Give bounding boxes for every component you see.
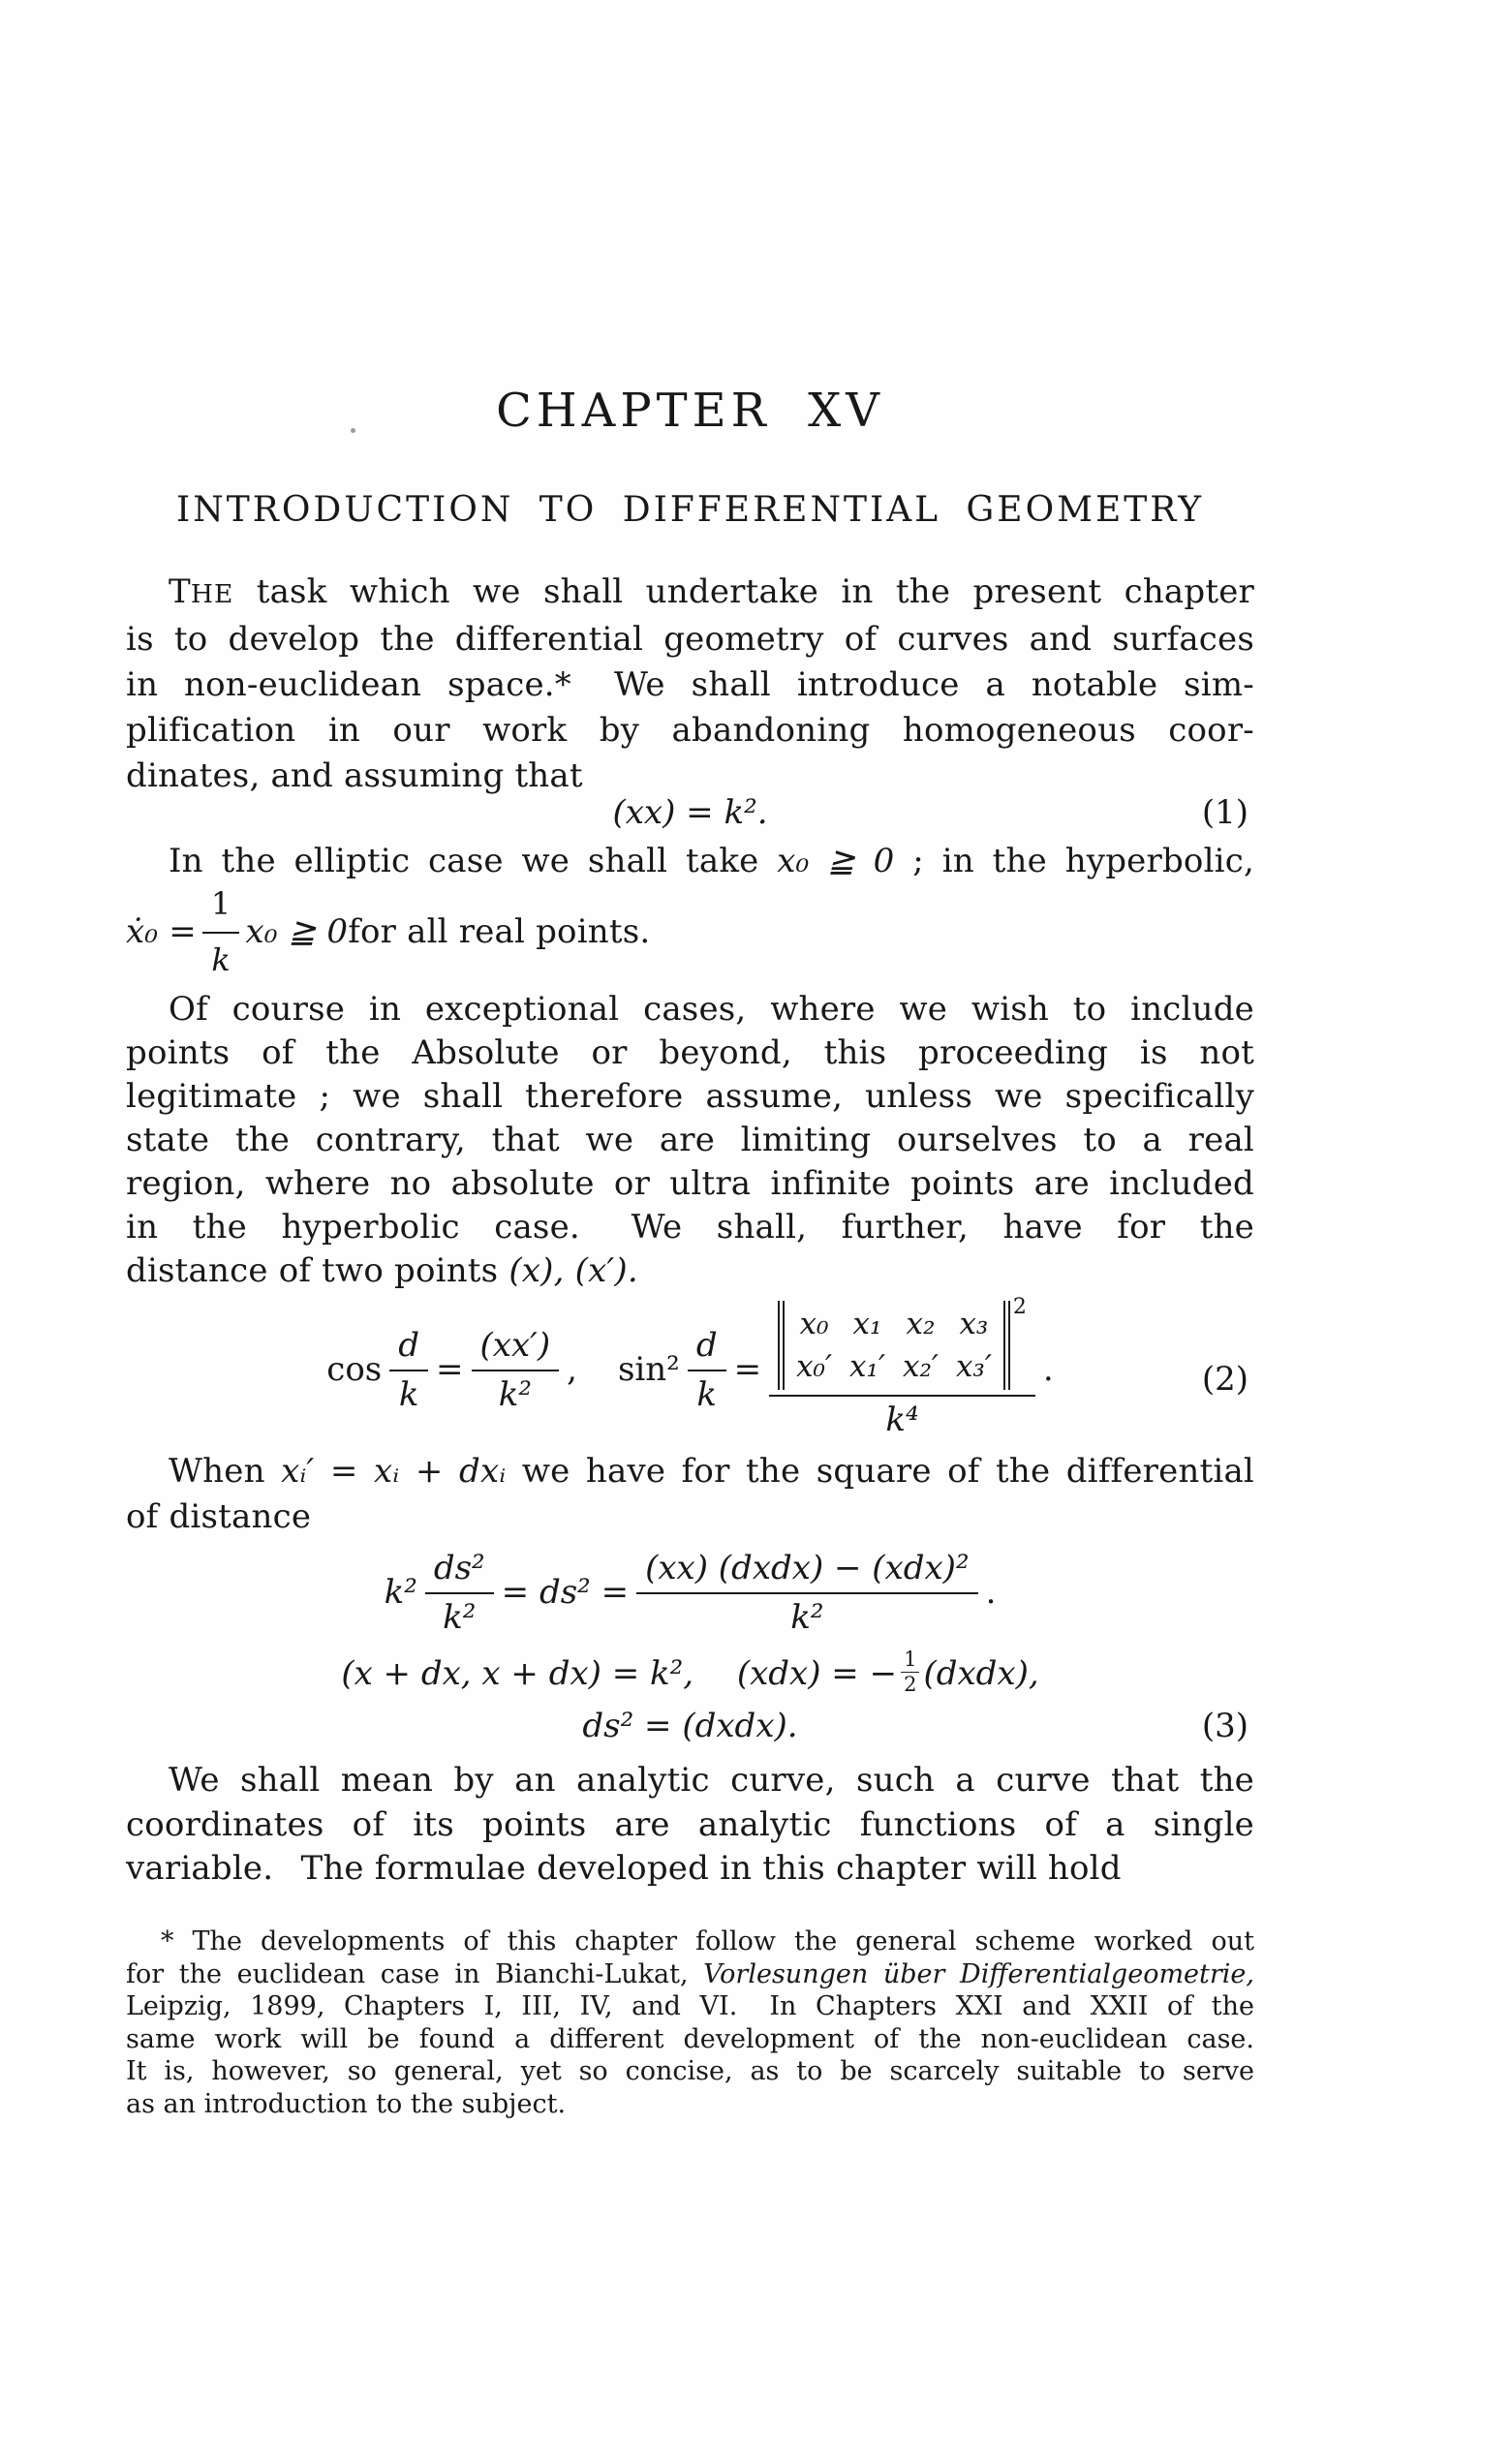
equation-row (385, 1548, 997, 1637)
footnote-line-3: Leipzig, 1899, Chapters I, III, IV, and VI. In Chapters XXI and XXII of the (126, 1991, 1254, 2021)
paragraph-intro-line-3: in non-euclidean space.* We shall introduce a notable sim- (126, 665, 1254, 704)
fraction-denominator: k² (443, 1598, 477, 1637)
paragraph-ofcourse-line-5: region, where no absolute or ultra infinite points are included (126, 1164, 1254, 1203)
footnote-line-6: as an introduction to the subject. (126, 2088, 567, 2119)
one-half-fraction (901, 1649, 919, 1695)
lead-capital: T (169, 572, 191, 611)
paragraph-when-line-1 (126, 1449, 1254, 1494)
equation-text: (dxdx), (923, 1654, 1039, 1693)
matrix-cell: x₃′ (955, 1349, 992, 1384)
matrix-cell: x₁′ (849, 1349, 885, 1384)
paragraph-ofcourse-line-6: in the hyperbolic case. We shall, further, have for the (126, 1208, 1254, 1247)
line-text: for the euclidean case in Bianchi-Lukat, (126, 1958, 704, 1989)
fraction-numerator: d (688, 1325, 726, 1371)
footnote-line-2 (126, 1958, 1254, 1991)
period: . (985, 1573, 997, 1612)
fraction-d-over-k-2 (688, 1325, 726, 1414)
equation-1 (126, 786, 1254, 839)
paragraph-intro-line-5: dinates, and assuming that (126, 756, 583, 795)
fraction-numerator: (xx′) (472, 1325, 560, 1371)
norm-exponent: 2 (1012, 1295, 1027, 1319)
equation-1-number: (1) (1201, 793, 1248, 832)
paragraph-intro-line-1 (126, 570, 1254, 617)
matrix-cell: x₀ (799, 1307, 829, 1341)
fraction-denominator: k (211, 941, 231, 978)
fraction-differential (636, 1548, 977, 1637)
equation-3-body: ds² = (dxdx). (582, 1707, 798, 1745)
fraction-numerator (769, 1295, 1035, 1397)
fraction-denominator: k⁴ (885, 1401, 919, 1439)
fraction-d-over-k (389, 1325, 428, 1414)
equation-2-number: (2) (1201, 1359, 1248, 1399)
paragraph-elliptic (126, 839, 1254, 978)
comma: , (567, 1350, 577, 1389)
equation-ds-squared (126, 1542, 1254, 1643)
inline-math: x₀ ≧ 0 (245, 911, 349, 951)
chapter-title: INTRODUCTION TO DIFFERENTIAL GEOMETRY (175, 490, 1204, 530)
equation-3-number: (3) (1201, 1707, 1248, 1745)
matrix-cell: x₂ (906, 1307, 936, 1341)
footnote-line-1: * The developments of this chapter follow the general scheme worked out (161, 1926, 1254, 1956)
equation-3 (126, 1699, 1254, 1753)
line-text: we have for the square of the differential (506, 1452, 1254, 1491)
paragraph-ofcourse-line-1: Of course in exceptional cases, where we wish to include (169, 990, 1254, 1029)
inline-math: (x), (x′). (508, 1251, 638, 1290)
fraction-ds2-over-k2 (425, 1548, 494, 1637)
line-text: distance of two points (126, 1251, 509, 1290)
fraction-numerator: d (389, 1325, 428, 1371)
paragraph-ofcourse-line-3: legitimate ; we shall therefore assume, unless we specifically (126, 1077, 1254, 1116)
fraction-denominator: k (398, 1375, 419, 1414)
fraction-norm-over-k4 (769, 1295, 1035, 1439)
line-text: task which we shall undertake in the present chapter (233, 572, 1254, 611)
paragraph-when-line-2: of distance (126, 1497, 312, 1536)
sin-squared-operator: sin² (617, 1350, 680, 1389)
equals-chain: = ds² = (501, 1573, 630, 1612)
fraction-numerator: (xx) (dxdx) − (xdx)² (636, 1548, 977, 1594)
paragraph-intro (126, 570, 1254, 799)
equals-sign: = (436, 1350, 464, 1389)
equation-2 (126, 1292, 1254, 1447)
footnote-line-5: It is, however, so general, yet so concise, as to be scarcely suitable to serve (126, 2056, 1254, 2086)
matrix-cell: x₀′ (796, 1349, 833, 1384)
paragraph-analytic (126, 1759, 1254, 1892)
matrix-cell: x₁ (852, 1307, 882, 1341)
matrix-cell: x₃ (959, 1307, 989, 1341)
fraction-numerator: 1 (202, 880, 240, 934)
fraction-numerator: 1 (901, 1649, 919, 1673)
fraction-numerator: ds² (425, 1548, 494, 1594)
fraction-denominator: k² (498, 1375, 532, 1414)
inline-math: x₀ ≧ 0 (777, 842, 895, 880)
equation-xdx (126, 1647, 1254, 1701)
chapter-heading: CHAPTER XV (496, 384, 884, 438)
fraction-xxprime (472, 1325, 560, 1414)
line-text: ; in the hyperbolic, (894, 842, 1254, 880)
paragraph-intro-line-4: plification in our work by abandoning homogeneous coor- (126, 711, 1254, 750)
paragraph-elliptic-line-2 (126, 885, 1254, 978)
norm-group (778, 1295, 1027, 1390)
paragraph-analytic-line-2: coordinates of its points are analytic functions of a single (126, 1804, 1254, 1844)
paragraph-ofcourse-line-2: points of the Absolute or beyond, this proceeding is not (126, 1033, 1254, 1072)
paragraph-ofcourse (126, 988, 1254, 1293)
cos-operator: cos (326, 1350, 383, 1389)
paragraph-ofcourse-line-4: state the contrary, that we are limiting ourselves to a real (126, 1121, 1254, 1159)
inline-math: ẋ₀ = (126, 911, 197, 951)
book-title-italic: Vorlesungen über Differentialgeometrie, (703, 1958, 1254, 1989)
coordinate-matrix (778, 1301, 1010, 1390)
paragraph-when (126, 1449, 1254, 1540)
lead-smallcaps: HE (190, 579, 234, 609)
footnote (126, 1925, 1254, 2120)
equation-1-body: (xx) = k². (612, 793, 768, 832)
paragraph-analytic-line-3: variable. The formulae developed in this chapter will hold (126, 1849, 1122, 1888)
fraction-denominator: k (696, 1375, 717, 1414)
paragraph-analytic-line-1: We shall mean by an analytic curve, such a curve that the (169, 1761, 1254, 1800)
inline-fraction (202, 880, 240, 983)
inline-math: xᵢ′ = xᵢ + dxᵢ (281, 1452, 507, 1491)
equation-2-row (326, 1295, 1054, 1439)
matrix-cell: x₂′ (902, 1349, 939, 1384)
fraction-denominator: 2 (904, 1672, 917, 1696)
line-text: In the elliptic case we shall take (169, 842, 778, 880)
equals-sign: = (733, 1350, 762, 1389)
fraction-denominator: k² (790, 1598, 824, 1637)
paragraph-ofcourse-line-7 (126, 1249, 1254, 1293)
footnote-line-4: same work will be found a different development of the non-euclidean case. (126, 2023, 1254, 2054)
paragraph-elliptic-line-1 (126, 839, 1254, 884)
line-text: for all real points. (348, 911, 651, 951)
period: . (1042, 1350, 1054, 1389)
coefficient: k² (384, 1573, 417, 1612)
paragraph-intro-line-2: is to develop the differential geometry of curves and surfaces (126, 620, 1254, 659)
line-text: When (169, 1452, 282, 1491)
text-column (126, 0, 1254, 2464)
equation-text: (x + dx, x + dx) = k², (xdx) = − (341, 1654, 898, 1693)
equation-row (341, 1647, 1039, 1697)
